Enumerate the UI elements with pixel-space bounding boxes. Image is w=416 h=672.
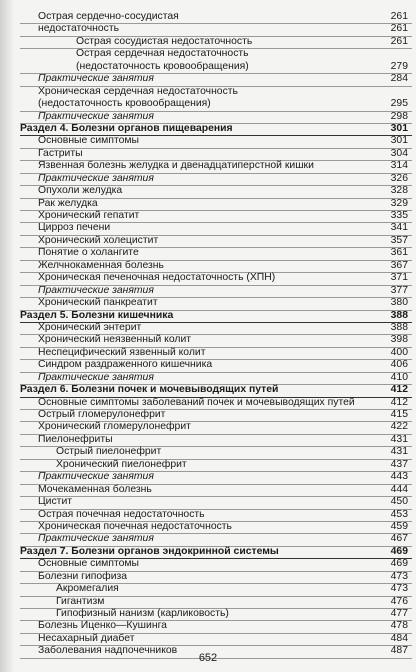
entry-page-number: 284 <box>390 73 408 85</box>
entry-title: Хронический пиелонефрит <box>56 458 187 470</box>
entry-page-number: 367 <box>390 259 408 271</box>
section-title: Раздел 4. Болезни органов пищеварения <box>20 122 233 134</box>
entry-title: Практические занятия <box>38 172 154 184</box>
entry-page-number: 412 <box>390 396 408 408</box>
entry-title: Цирроз печени <box>38 222 111 234</box>
entry-title: Острая почечная недостаточность <box>38 508 205 520</box>
entry-title: Основные симптомы заболеваний почек и мочевыводящих путей <box>38 396 355 408</box>
entry-title: Синдром раздраженного кишечника <box>38 359 213 371</box>
entry-page-number: 478 <box>390 620 408 632</box>
entry-title: Хронический гепатит <box>38 210 140 222</box>
entry-title: Острая сосудистая недостаточность <box>76 35 253 47</box>
entry-page-number: 443 <box>390 471 408 483</box>
entry-page-number: 328 <box>390 185 408 197</box>
entry-title: Основные симптомы <box>38 558 139 570</box>
entry-page-number: 261 <box>390 23 408 35</box>
entry-title: Острая сердечно-сосудистая <box>38 10 179 22</box>
entry-page-number: 377 <box>390 284 408 296</box>
entry-title: Практические занятия <box>38 471 154 483</box>
entry-page-number: 484 <box>390 632 408 644</box>
entry-title: Гипофизный нанизм (карликовость) <box>56 608 229 620</box>
entry-page-number: 412 <box>390 384 408 396</box>
entry-page-number: 453 <box>390 508 408 520</box>
entry-page-number: 301 <box>390 122 408 134</box>
entry-title: Желчнокаменная болезнь <box>38 259 164 271</box>
entry-page-number: 261 <box>390 10 408 22</box>
entry-page-number: 477 <box>390 608 408 620</box>
entry-title: Заболевания надпочечников <box>38 645 178 657</box>
entry-page-number: 415 <box>390 409 408 421</box>
entry-page-number: 301 <box>390 135 408 147</box>
entry-page-number: 422 <box>390 421 408 433</box>
entry-title: Хронический панкреатит <box>38 297 158 309</box>
entry-page-number: 476 <box>390 595 408 607</box>
entry-page-number: 431 <box>390 433 408 445</box>
entry-title: Практические занятия <box>38 73 154 85</box>
entry-title: Язвенная болезнь желудка и двенадцатиперстной кишки <box>38 160 314 172</box>
entry-page-number: 473 <box>390 583 408 595</box>
entry-title: Хронический неязвенный колит <box>38 334 192 346</box>
entry-page-number: 298 <box>390 110 408 122</box>
entry-title: недостаточность <box>38 23 120 35</box>
entry-title: Гигантизм <box>56 595 105 607</box>
entry-page-number: 444 <box>390 483 408 495</box>
table-of-contents <box>20 12 412 659</box>
entry-page-number: 388 <box>390 321 408 333</box>
entry-page-number: 329 <box>390 197 408 209</box>
toc-entry-row <box>20 87 412 112</box>
entry-title: Несахарный диабет <box>38 632 135 644</box>
entry-title: Острый гломерулонефрит <box>38 409 166 421</box>
entry-title: Хроническая сердечная недостаточность (недостаточность кровообращения) <box>38 85 238 110</box>
entry-title: Практические занятия <box>38 371 154 383</box>
entry-page-number: 398 <box>390 334 408 346</box>
entry-title: Практические занятия <box>38 533 154 545</box>
entry-page-number: 371 <box>390 272 408 284</box>
entry-page-number: 469 <box>390 558 408 570</box>
section-title: Раздел 6. Болезни почек и мочевыводящих путей <box>20 384 279 396</box>
entry-page-number: 304 <box>390 147 408 159</box>
entry-title: Болезни гипофиза <box>38 570 128 582</box>
entry-page-number: 450 <box>390 496 408 508</box>
entry-page-number: 400 <box>390 346 408 358</box>
entry-title: Практические занятия <box>38 284 154 296</box>
entry-page-number: 437 <box>390 458 408 470</box>
entry-title: Хронический энтерит <box>38 321 142 333</box>
entry-page-number: 467 <box>390 533 408 545</box>
entry-title: Острый пиелонефрит <box>56 446 162 458</box>
entry-title: Пиелонефриты <box>38 433 113 445</box>
entry-title: Хронический гломерулонефрит <box>38 421 191 433</box>
entry-page-number: 388 <box>390 309 408 321</box>
entry-title: Цистит <box>38 496 73 508</box>
entry-title: Гастриты <box>38 147 83 159</box>
entry-title: Болезнь Иценко—Кушинга <box>38 620 167 632</box>
entry-page-number: 357 <box>390 234 408 246</box>
entry-title: Понятие о холангите <box>38 247 139 259</box>
entry-title: Хроническая почечная недостаточность <box>38 520 232 532</box>
section-title: Раздел 7. Болезни органов эндокринной системы <box>20 545 279 557</box>
entry-page-number: 431 <box>390 446 408 458</box>
entry-title: Акромегалия <box>56 583 119 595</box>
entry-page-number: 326 <box>390 172 408 184</box>
entry-title: Практические занятия <box>38 110 154 122</box>
entry-page-number: 473 <box>390 570 408 582</box>
entry-title: Острая сердечная недостаточность (недостаточность кровообращения) <box>76 48 249 72</box>
page-number: 652 <box>198 652 218 664</box>
entry-page-number: 469 <box>390 545 408 557</box>
entry-page-number: 459 <box>390 520 408 532</box>
entry-page-number: 335 <box>390 210 408 222</box>
entry-title: Основные симптомы <box>38 135 139 147</box>
entry-page-number: 295 <box>390 98 408 110</box>
entry-title: Неспецифический язвенный колит <box>38 346 206 358</box>
entry-page-number: 341 <box>390 222 408 234</box>
page-edge-shadow <box>0 0 14 672</box>
entry-page-number: 314 <box>390 160 408 172</box>
entry-page-number: 406 <box>390 359 408 371</box>
toc-entry-row <box>20 49 412 74</box>
entry-page-number: 361 <box>390 247 408 259</box>
entry-title: Хронический холецистит <box>38 234 159 246</box>
entry-title: Мочекаменная болезнь <box>38 483 152 495</box>
entry-title: Хроническая печеночная недостаточность (ХПН) <box>38 272 276 284</box>
entry-title: Рак желудка <box>38 197 98 209</box>
entry-page-number: 487 <box>390 645 408 657</box>
entry-page-number: 410 <box>390 371 408 383</box>
entry-page-number: 380 <box>390 297 408 309</box>
entry-page-number: 261 <box>390 35 408 47</box>
entry-page-number: 279 <box>390 60 408 72</box>
section-title: Раздел 5. Болезни кишечника <box>20 309 174 321</box>
entry-title: Опухоли желудка <box>38 185 123 197</box>
